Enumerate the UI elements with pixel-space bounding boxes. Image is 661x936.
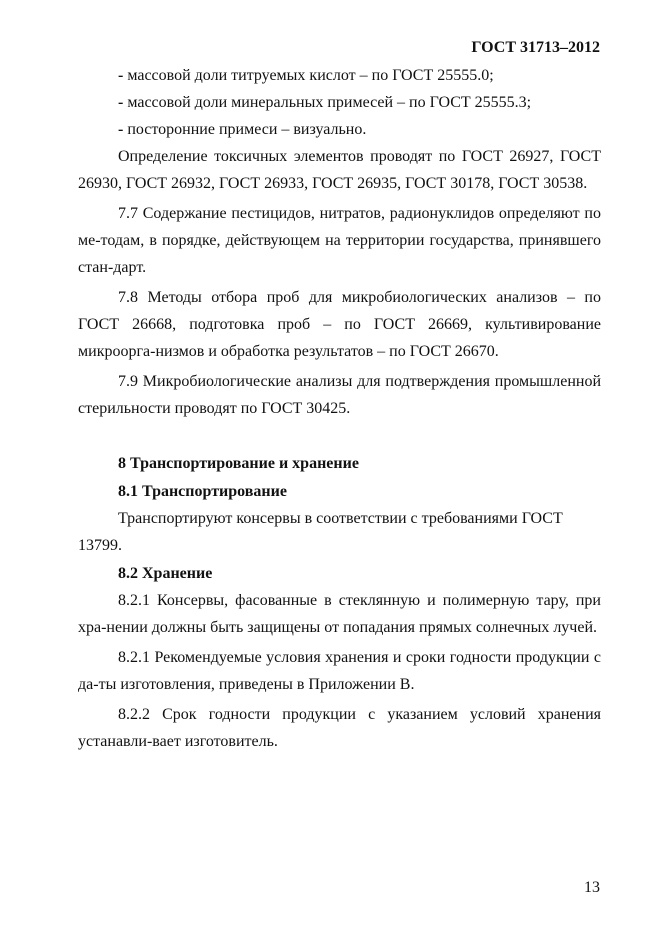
paragraph-8-2-2: 8.2.2 Срок годности продукции с указанием условий хранения устанавли-вает изготовитель.	[78, 706, 601, 750]
document-body	[78, 62, 601, 755]
list-item	[78, 89, 601, 116]
paragraph-8-2-1-packaging: 8.2.1 Консервы, фасованные в стеклянную и полимерную тару, при хра-нении должны быть защищены от попадания прямых солнечных лучей.	[78, 592, 601, 636]
paragraph-7-9: 7.9 Микробиологические анализы для подтверждения промышленной стерильности проводят по ГОСТ 30425.	[78, 373, 601, 417]
list-item-text: посторонние примеси – визуально.	[123, 121, 367, 138]
paragraph-7-8: 7.8 Методы отбора проб для микробиологических анализов – по ГОСТ 26668, подготовка проб – по ГОСТ 26669, культивирование микроорга-низмов и обработка результатов – по ГОСТ 26670.	[78, 289, 601, 360]
heading-section-8: 8 Транспортирование и хранение	[118, 455, 359, 472]
paragraph-7-7: 7.7 Содержание пестицидов, нитратов, радионуклидов определяют по ме-тодам, в порядке, действующем на территории государства, принявшего стан-дарт.	[78, 205, 601, 276]
paragraph-transport: Транспортируют консервы в соответствии с требованиями ГОСТ 13799.	[78, 510, 563, 554]
page-number: 13	[584, 879, 600, 896]
list-item	[78, 62, 601, 89]
list-dash: -	[118, 94, 124, 111]
heading-8-1: 8.1 Транспортирование	[118, 483, 287, 500]
list-dash: -	[118, 67, 124, 84]
paragraph-toxic-elements: Определение токсичных элементов проводят по ГОСТ 26927, ГОСТ 26930, ГОСТ 26932, ГОСТ 26933, ГОСТ 26935, ГОСТ 30178, ГОСТ 30538.	[78, 148, 601, 192]
standard-header: ГОСТ 31713–2012	[471, 39, 600, 56]
paragraph-8-2-1-conditions: 8.2.1 Рекомендуемые условия хранения и сроки годности продукции с да-ты изготовления, приведены в Приложении В.	[78, 649, 601, 693]
heading-8-2: 8.2 Хранение	[118, 565, 213, 582]
list-item	[78, 116, 601, 143]
list-item-text: массовой доли минеральных примесей – по ГОСТ 25555.3;	[123, 94, 532, 111]
list-dash: -	[118, 121, 124, 138]
list-item-text: массовой доли титруемых кислот – по ГОСТ 25555.0;	[123, 67, 494, 84]
